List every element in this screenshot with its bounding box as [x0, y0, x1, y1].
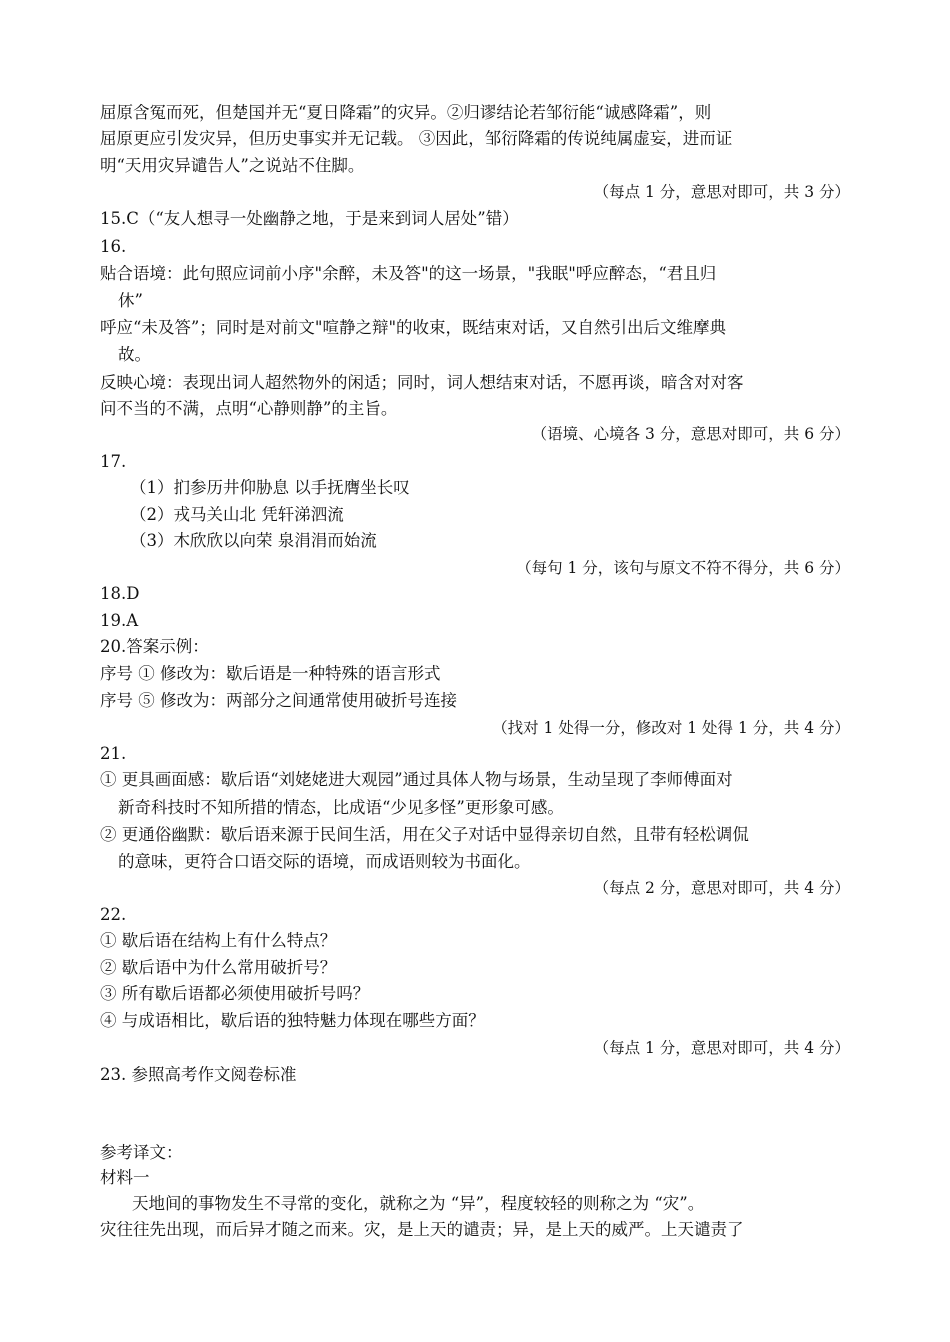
q16-point-2-line-2: 故。: [118, 345, 151, 364]
q22-item: ① 歇后语在结构上有什么特点？: [100, 931, 337, 950]
q16-score-note: （语境、心境各 3 分，意思对即可，共 6 分）: [531, 425, 850, 443]
q22-item: ④ 与成语相比，歇后语的独特魅力体现在哪些方面？: [100, 1011, 485, 1030]
q18-answer: 18.D: [100, 584, 140, 603]
q17-item: （3）木欣欣以向荣 泉涓涓而始流: [130, 531, 377, 550]
q22-item: ② 歇后语中为什么常用破折号？: [100, 958, 337, 977]
q23-answer: 23. 参照高考作文阅卷标准: [100, 1065, 297, 1084]
q22-item: ③ 所有歇后语都必须使用破折号吗？: [100, 984, 370, 1003]
q21-point-2-line-2: 的意味，更符合口语交际的语境，而成语则较为书面化。: [118, 852, 531, 871]
q21-point-1-line-1: ① 更具画面感：歇后语“刘姥姥进大观园”通过具体人物与场景，生动呈现了李师傅面对: [100, 770, 733, 789]
q19-answer: 19.A: [100, 611, 139, 630]
q14-answer-line-1: 屈原含冤而死，但楚国并无“夏日降霜”的灾异。②归谬结论若邹衍能“诚感降霜”，则: [100, 103, 712, 122]
q16-point-3-line-1: 反映心境：表现出词人超然物外的闲适；同时，词人想结束对话，不愿再谈，暗含对对客: [100, 373, 744, 392]
q22-score-note: （每点 1 分，意思对即可，共 4 分）: [593, 1039, 850, 1057]
q20-number: 20.答案示例：: [100, 637, 209, 656]
q17-item: （2）戎马关山北 凭轩涕泗流: [130, 505, 344, 524]
q20-item: 序号 ① 修改为：歇后语是一种特殊的语言形式: [100, 664, 441, 683]
material-label: 材料一: [100, 1168, 150, 1187]
translation-paragraph-line-1: 天地间的事物发生不寻常的变化，就称之为 “异”，程度较轻的则称之为 “灾”。: [132, 1194, 705, 1213]
q17-number: 17.: [100, 452, 127, 471]
q17-score-note: （每句 1 分，该句与原文不符不得分，共 6 分）: [516, 559, 850, 577]
q16-point-1-line-1: 贴合语境：此句照应词前小序"余醉，未及答"的这一场景，"我眠"呼应醉态，“君且归: [100, 264, 717, 283]
q16-point-1-line-2: 休”: [118, 291, 143, 310]
q15-answer: 15.C（“友人想寻一处幽静之地，于是来到词人居处”错）: [100, 209, 519, 228]
q20-item: 序号 ⑤ 修改为：两部分之间通常使用破折号连接: [100, 691, 457, 710]
q14-score-note: （每点 1 分，意思对即可，共 3 分）: [593, 183, 850, 201]
q20-score-note: （找对 1 处得一分，修改对 1 处得 1 分，共 4 分）: [492, 719, 850, 737]
q17-item: （1）扪参历井仰胁息 以手抚膺坐长叹: [130, 478, 410, 497]
q16-point-3-line-2: 问不当的不满，点明“心静则静”的主旨。: [100, 399, 398, 418]
q16-point-2-line-1: 呼应“未及答”；同时是对前文"喧静之辩"的收束，既结束对话，又自然引出后文维摩典: [100, 318, 727, 337]
q21-point-1-line-2: 新奇科技时不知所措的情态，比成语“少见多怪”更形象可感。: [118, 798, 564, 817]
translation-heading: 参考译文：: [100, 1143, 183, 1162]
q21-number: 21.: [100, 744, 127, 763]
q14-answer-line-3: 明“天用灾异谴告人”之说站不住脚。: [100, 156, 365, 175]
q16-number: 16.: [100, 237, 127, 256]
q21-point-2-line-1: ② 更通俗幽默：歇后语来源于民间生活，用在父子对话中显得亲切自然，且带有轻松调侃: [100, 825, 749, 844]
q21-score-note: （每点 2 分，意思对即可，共 4 分）: [593, 879, 850, 897]
q14-answer-line-2: 屈原更应引发灾异，但历史事实并无记载。 ③因此，邹衍降霜的传说纯属虚妄，进而证: [100, 129, 733, 148]
translation-paragraph-line-2: 灾往往先出现，而后异才随之而来。灾，是上天的谴责；异，是上天的威严。上天谴责了: [100, 1220, 744, 1239]
q22-number: 22.: [100, 905, 127, 924]
